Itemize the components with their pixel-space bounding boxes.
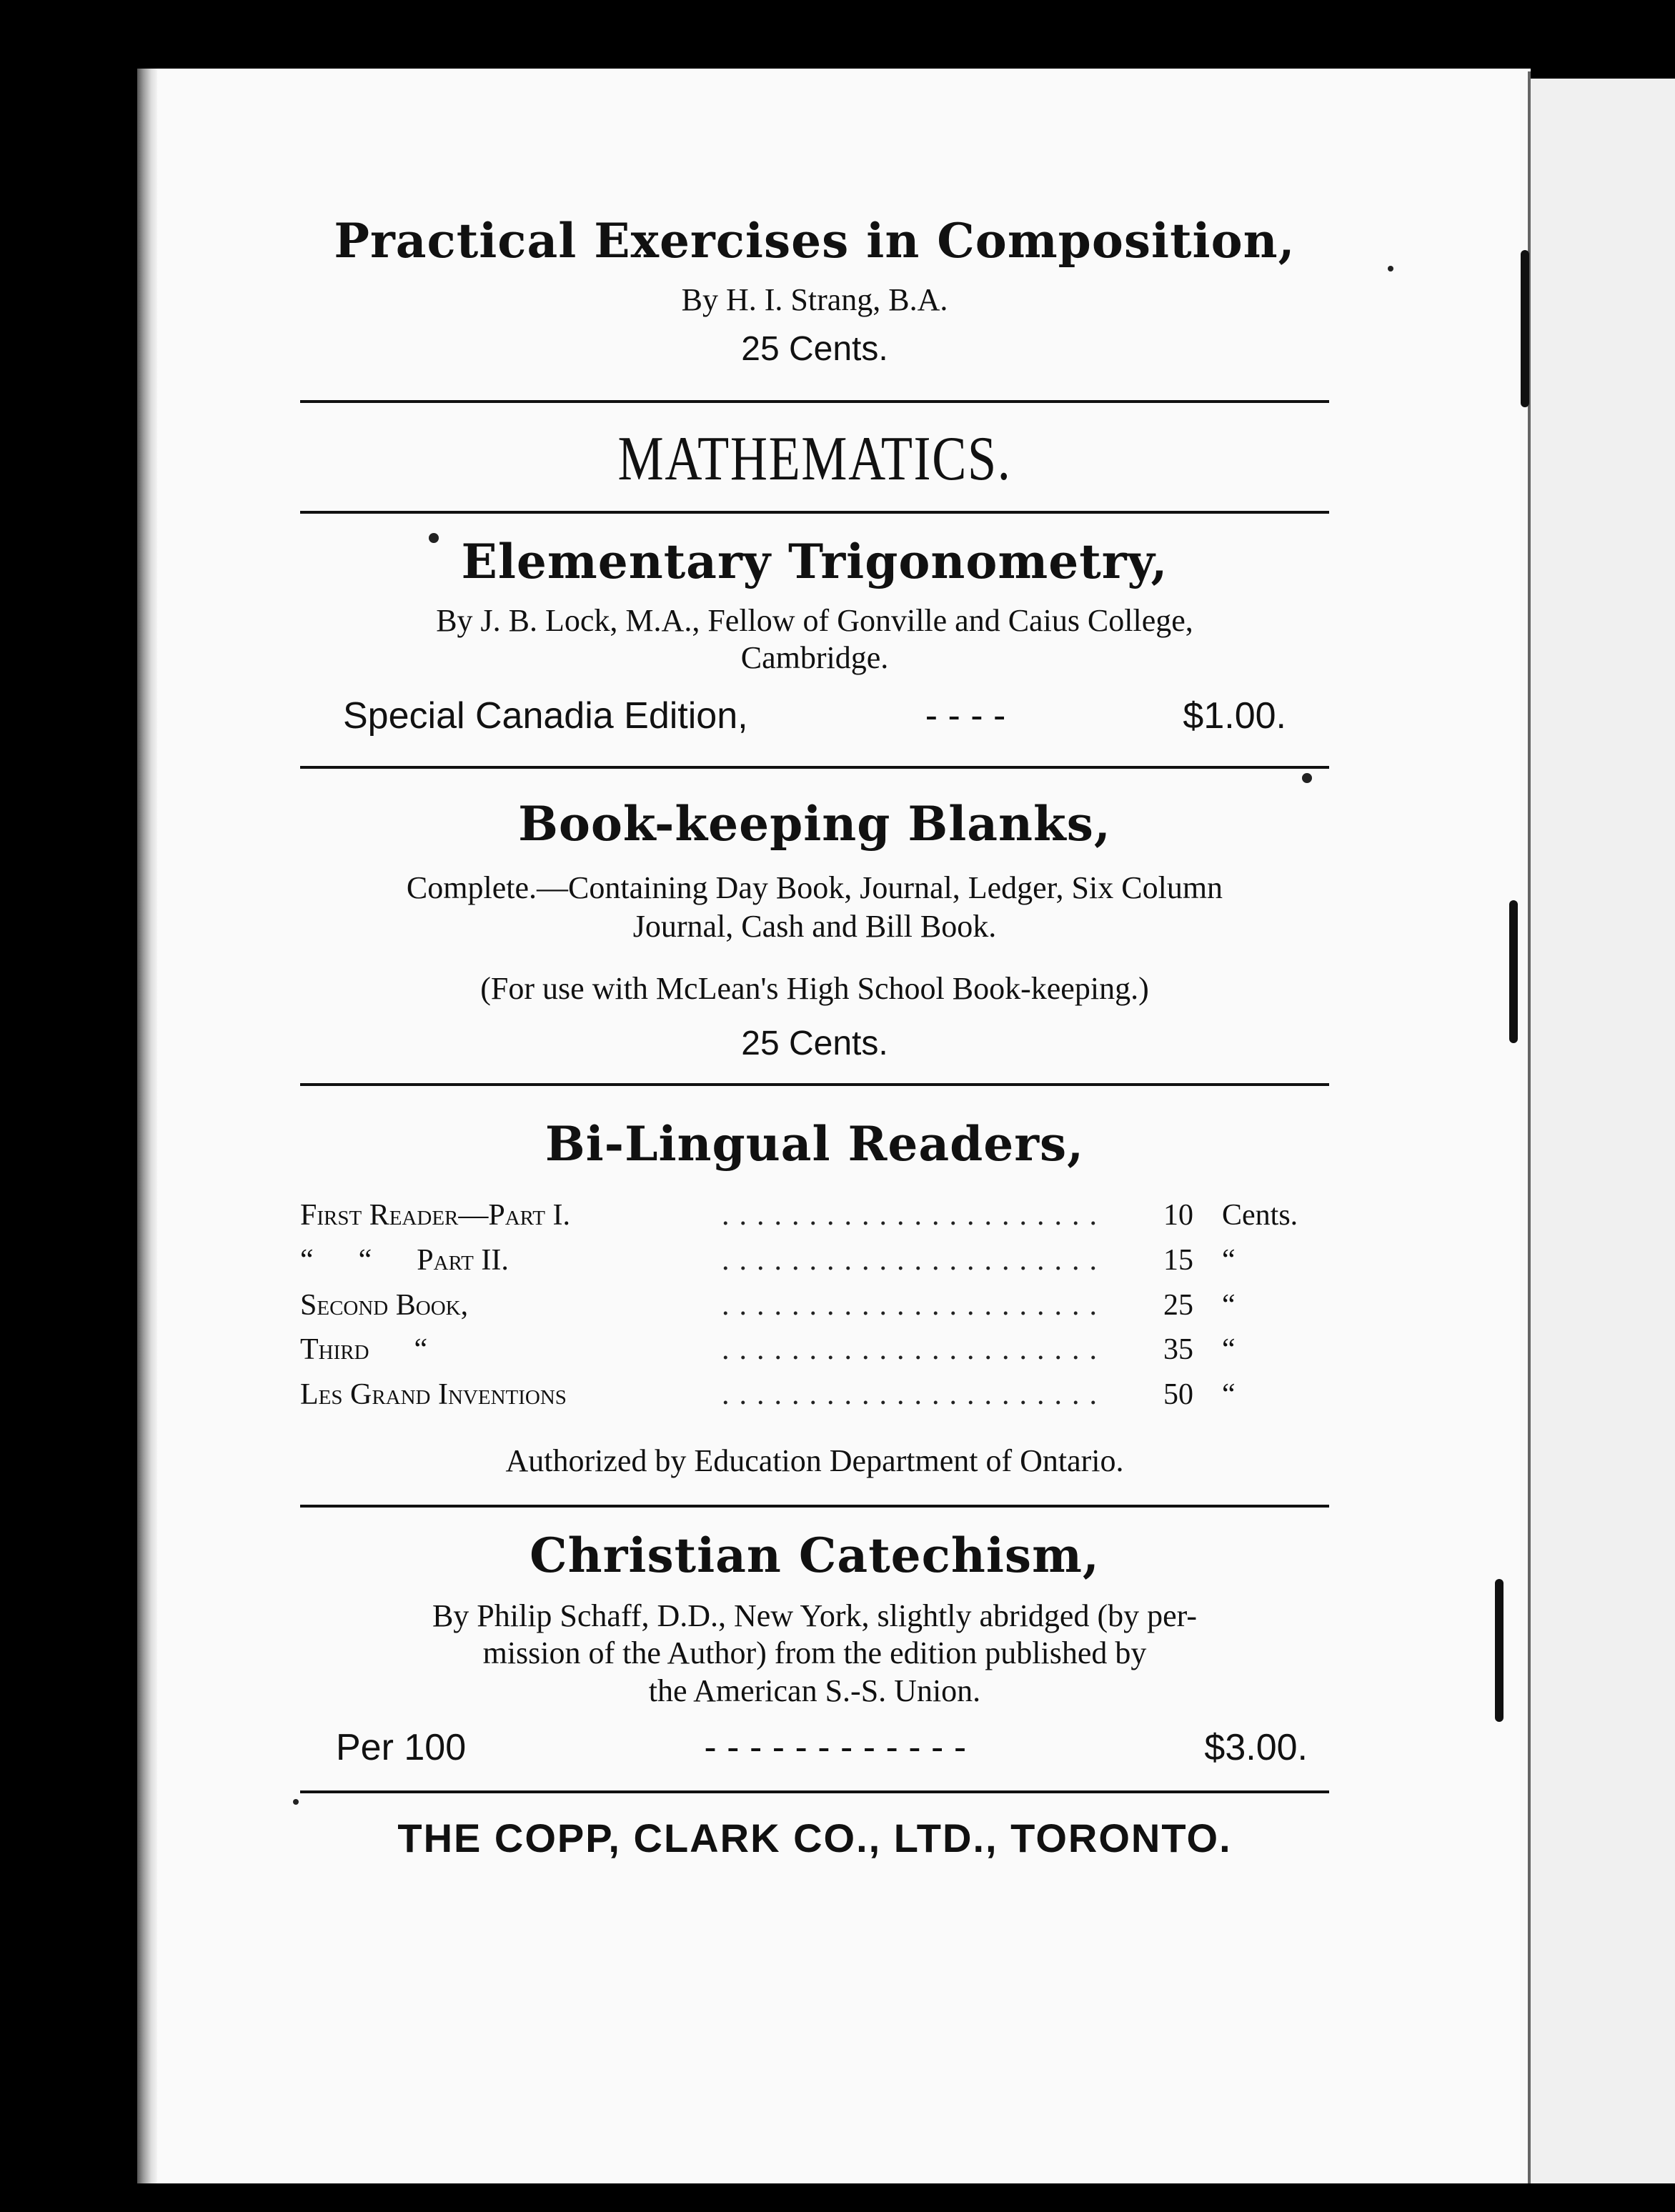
section-divider	[300, 511, 1329, 514]
section-divider	[300, 766, 1329, 769]
bookkeeping-note: (For use with McLean's High School Book-keeping.)	[480, 971, 1149, 1007]
reader-name: Les Grand Inventions	[300, 1378, 567, 1412]
reader-price: 10	[1163, 1198, 1193, 1232]
section-divider	[300, 1083, 1329, 1086]
reader-name: “ “ Part II.	[300, 1243, 509, 1277]
reader-price: 50	[1163, 1378, 1193, 1412]
reader-row	[300, 1372, 1329, 1418]
scan-fleck	[293, 1799, 299, 1805]
mathematics-heading: MATHEMATICS.	[617, 424, 1012, 494]
reader-price: 25	[1163, 1288, 1193, 1322]
facing-page	[1531, 79, 1675, 2183]
reader-row	[300, 1327, 1329, 1372]
catechism-byline-3: the American S.-S. Union.	[648, 1673, 981, 1709]
reader-price: 15	[1163, 1243, 1193, 1277]
trigonometry-byline-2: Cambridge.	[740, 640, 889, 676]
page-edge-shadow	[137, 69, 157, 2183]
bookkeeping-price: 25 Cents.	[741, 1025, 888, 1063]
bookkeeping-description-1: Complete.—Containing Day Book, Journal, Ledger, Six Column	[406, 870, 1223, 906]
leader-dots: ......................	[722, 1378, 1107, 1412]
reader-price-unit: “	[1222, 1288, 1236, 1322]
composition-byline: By H. I. Strang, B.A.	[681, 282, 948, 317]
catechism-byline-2: mission of the Author) from the edition published by	[482, 1635, 1147, 1671]
catechism-dashes: - - - - - - - - - - - -	[704, 1726, 967, 1768]
catechism-price: $3.00.	[1204, 1726, 1308, 1768]
reader-name: First Reader—Part I.	[300, 1198, 570, 1232]
publisher-imprint: THE COPP, CLARK CO., LTD., TORONTO.	[397, 1815, 1232, 1860]
scan-fleck	[1388, 266, 1393, 271]
trigonometry-byline-1: By J. B. Lock, M.A., Fellow of Gonville and Caius College,	[436, 602, 1193, 638]
catechism-byline-1: By Philip Schaff, D.D., New York, slightly abridged (by per-	[432, 1598, 1198, 1633]
binding-mark-bottom	[1495, 1579, 1503, 1722]
bookkeeping-title: Book-keeping Blanks,	[518, 796, 1111, 852]
reader-price-unit: “	[1222, 1378, 1236, 1412]
leader-dots: ......................	[722, 1333, 1107, 1367]
leader-dots: ......................	[722, 1198, 1107, 1232]
readers-authorization: Authorized by Education Department of Ontario.	[505, 1443, 1124, 1478]
advertisement-content	[300, 214, 1329, 1861]
reader-price-unit: “	[1222, 1333, 1236, 1367]
leader-dots: ......................	[722, 1288, 1107, 1322]
readers-price-list	[300, 1193, 1329, 1418]
binding-mark-top	[1521, 250, 1529, 407]
trigonometry-edition-dashes: - - - -	[925, 695, 1006, 737]
reader-name: Third “	[300, 1333, 428, 1367]
section-divider	[300, 400, 1329, 403]
trigonometry-edition-label: Special Canadia Edition,	[343, 695, 748, 737]
trigonometry-title: Elementary Trigonometry,	[461, 533, 1168, 589]
bookkeeping-description-2: Journal, Cash and Bill Book.	[632, 908, 997, 944]
reader-price: 35	[1163, 1333, 1193, 1367]
reader-price-unit: “	[1222, 1243, 1236, 1277]
leader-dots: ......................	[722, 1243, 1107, 1277]
trigonometry-price: $1.00.	[1183, 695, 1286, 737]
reader-price-unit: Cents.	[1222, 1198, 1298, 1232]
composition-price: 25 Cents.	[741, 329, 888, 368]
section-divider	[300, 1790, 1329, 1793]
catechism-price-line	[300, 1726, 1329, 1769]
reader-row	[300, 1238, 1329, 1283]
composition-title: Practical Exercises in Composition,	[334, 213, 1296, 269]
catechism-title: Christian Catechism,	[530, 1527, 1100, 1583]
binding-mark-middle	[1509, 900, 1518, 1043]
trigonometry-price-line	[300, 694, 1329, 737]
section-divider	[300, 1505, 1329, 1508]
readers-title: Bi-Lingual Readers,	[545, 1116, 1085, 1172]
reader-row	[300, 1193, 1329, 1238]
reader-name: Second Book,	[300, 1288, 469, 1322]
catechism-quantity: Per 100	[336, 1726, 467, 1768]
reader-row	[300, 1283, 1329, 1328]
